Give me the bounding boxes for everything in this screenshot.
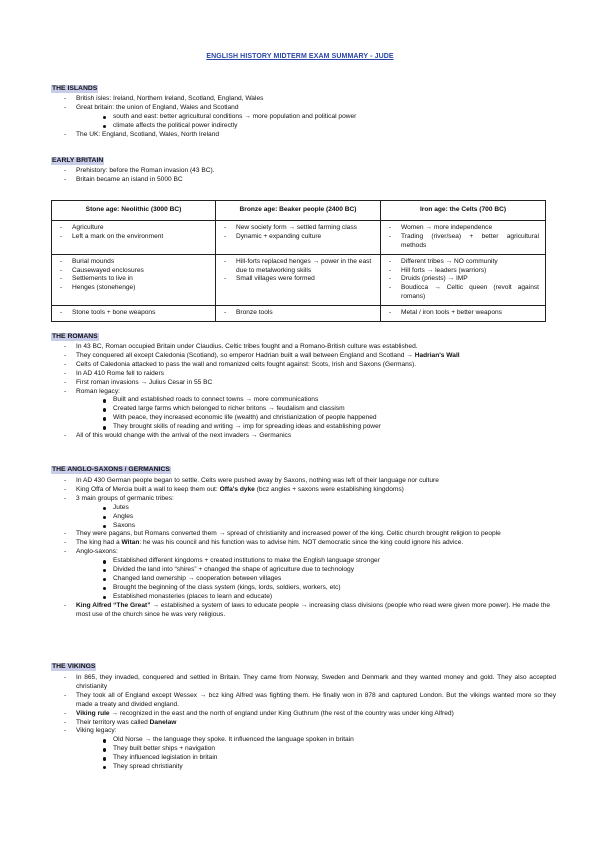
cell-item: - Trading (river/sea) + better agricultural methods (385, 233, 539, 251)
sub-list-item: With peace, they increased economic life (wealth) and christianization of people happened (76, 414, 556, 423)
list-item: - In 43 BC, Roman occupied Britain under Claudius. Celtic tribes fought and a Romano-British culture was established. (64, 343, 556, 352)
table-header-row (52, 201, 546, 221)
sub-list-item: They influenced legislation in britain (76, 754, 556, 763)
header-stone-age: Stone age: Neolithic (3000 BC) (52, 201, 216, 221)
sub-list (76, 504, 556, 531)
cell-item: - Metal / iron tools + better weapons (385, 309, 539, 318)
sub-list-item: Created large farms which belonged to richer britons → feudalism and classism (76, 405, 556, 414)
list-item: - Viking legacy: Old Norse → the language they spoke. It influenced the language spoken in britain They built better ships + navigation They influenced legislation in britain They spread christianity (64, 727, 556, 772)
list-item: - In 865, they invaded, conquered and settled in Britain. They came from Norway, Sweden and Denmark and they wanted money and gold. They also accepted christianity (64, 674, 556, 692)
list-item: - In AD 410 Rome fell to raiders (64, 370, 556, 379)
list-item: - Great britain: the union of England, Wales and Scotland south and east: better agricultural conditions → more population and political power climate affects the political power indirectly (64, 104, 556, 131)
sub-list-item: Angles (76, 513, 556, 522)
list-item: - Their territory was called Danelaw (64, 719, 556, 728)
cell-item: - Causewayed enclosures (56, 267, 209, 276)
table-cell (381, 254, 546, 306)
list-item: - Britain became an island in 5000 BC (64, 176, 556, 185)
cell-item: - Agriculture (56, 224, 209, 233)
sub-list-item: Established monasteries (places to learn and educate) (76, 593, 556, 602)
sub-list-item: climate affects the political power indirectly (76, 122, 556, 131)
list-item: - Anglo-saxons: Established different kingdoms + created institutions to make the English language stronger Divided the land into “shires” + changed the shape of agriculture due to technology Changed land ownership → cooperation between villages Brought the beginning of the class system (kings, lords, soldiers, workers, etc) Established monasteries (places to learn and educate) (64, 548, 556, 601)
cell-item: - Small villages were formed (220, 275, 374, 284)
sub-list-item: Saxons (76, 522, 556, 531)
table-cell (381, 220, 546, 254)
list-item: - The UK: England, Scotland, Wales, North Ireland (64, 131, 556, 140)
table-row (52, 306, 546, 322)
list-item: - In AD 430 German people began to settle. Celts were pushed away by Saxons, nothing was left of their language nor culture (64, 477, 556, 486)
sub-list (76, 557, 556, 602)
list-item: - Celts of Caledonia attacked to pass the wall and romanized celts fought against: Scots, Irish and Saxons (Germans). (64, 361, 556, 370)
cell-item: - Settlements to live in (56, 275, 209, 284)
sub-list-item: They brought skills of reading and writing → imp for spreading ideas and establishing power (76, 423, 556, 432)
table-cell (216, 306, 381, 322)
heading-anglo-saxons: THE ANGLO-SAXONS / GERMANICS (52, 466, 170, 473)
list-item: - Prehistory: before the Roman invasion (43 BC). (64, 167, 556, 176)
list-item: - The king had a Witan: he was his council and his function was to advise him. NOT democratic since the king could ignore his advice. (64, 539, 556, 548)
ages-table (51, 200, 546, 322)
cell-item: - Hill forts → leaders (warriors) (385, 267, 539, 276)
cell-item: - Left a mark on the environment (56, 233, 209, 242)
sub-list-item: Established different kingdoms + created institutions to make the English language stronger (76, 557, 556, 566)
list-item: - They took all of England except Wessex → bcz king Alfred was fighting them. He finally won in 878 and captured London. But the vikings wanted more so they made a treaty and divided england. (64, 692, 556, 710)
vikings-list (64, 674, 556, 772)
sub-list (76, 113, 556, 131)
sub-list-item: Jutes (76, 504, 556, 513)
table-row (52, 220, 546, 254)
islands-list (64, 95, 556, 140)
list-item: - Viking rule → recognized in the east and the north of england under King Guthrum (the rest of the country was under king Alfred) (64, 710, 556, 719)
header-bronze-age: Bronze age: Beaker people (2400 BC) (216, 201, 381, 221)
list-item: - They conquered all except Caledonia (Scotland), so emperor Hadrian built a wall between England and Scotland → Hadrian's Wall (64, 352, 556, 361)
sub-list-item: Built and established roads to connect towns → more communications (76, 396, 556, 405)
header-iron-age: Iron age: the Celts (700 BC) (381, 201, 546, 221)
sub-list (76, 736, 556, 772)
cell-item: - Druids (priests) → IMP (385, 275, 539, 284)
list-item: - King Offa of Mercia built a wall to keep them out: Offa's dyke (bcz angles + saxons were establishing kingdoms) (64, 486, 556, 495)
cell-item: - Burial mounds (56, 258, 209, 267)
heading-early-britain: EARLY BRITAIN (52, 157, 104, 164)
list-item: - First roman invasions → Julius Cesar in 55 BC (64, 379, 556, 388)
sub-list-item: Old Norse → the language they spoke. It influenced the language spoken in britain (76, 736, 556, 745)
table-row (52, 254, 546, 306)
heading-vikings: THE VIKINGS (52, 663, 96, 670)
cell-item: - Dynamic + expanding culture (220, 233, 374, 242)
table-cell (52, 306, 216, 322)
cell-item: - New society form → settled farming class (220, 224, 374, 233)
table-cell (381, 306, 546, 322)
sub-list-item: Changed land ownership → cooperation between villages (76, 575, 556, 584)
sub-list-item: They spread christianity (76, 763, 556, 772)
cell-item: - Stone tools + bone weapons (56, 309, 209, 318)
cell-item: - Different tribes → NO community (385, 258, 539, 267)
heading-romans: THE ROMANS (52, 333, 98, 340)
list-item: - British isles: Ireland, Northern Ireland, Scotland, England, Wales (64, 95, 556, 104)
cell-item: - Women → more independence (385, 224, 539, 233)
table-cell (52, 220, 216, 254)
cell-item: - Henges (stonehenge) (56, 284, 209, 293)
sub-list-item: Brought the beginning of the class system (kings, lords, soldiers, workers, etc) (76, 584, 556, 593)
early-britain-list (64, 167, 556, 185)
sub-list-item: Divided the land into “shires” + changed the shape of agriculture due to technology (76, 566, 556, 575)
anglo-saxons-list (64, 477, 556, 620)
sub-list-item: south and east: better agricultural conditions → more population and political power (76, 113, 556, 122)
list-item: - Roman legacy: Built and established roads to connect towns → more communications Created large farms which belonged to richer britons → feudalism and classism With peace, they increased economic life (wealth) and christianization of people happened They brought skills of reading and writing → imp for spreading ideas and establishing power (64, 388, 556, 433)
sub-list (76, 396, 556, 432)
document-title: ENGLISH HISTORY MIDTERM EXAM SUMMARY - JUDE (206, 53, 394, 60)
cell-item: - Bronze tools (220, 309, 374, 318)
cell-item: - Boudicca → Celtic queen (revolt against romans) (385, 284, 539, 302)
list-item: - They were pagans, but Romans converted them → spread of christianity and increased power of the king. Celtic church brought religion to people (64, 530, 556, 539)
list-item: - 3 main groups of germanic tribes: Jutes Angles Saxons (64, 495, 556, 531)
table-cell (216, 254, 381, 306)
sub-list-item: They built better ships + navigation (76, 745, 556, 754)
list-item: - All of this would change with the arrival of the next invaders → Germanics (64, 432, 556, 441)
cell-item: - Hill-forts replaced henges → power in the east due to metalworking skills (220, 258, 374, 276)
heading-islands: THE ISLANDS (52, 85, 98, 92)
list-item: - King Alfred “The Great” → established a system of laws to educate people → increasing class divisions (people who read were given more power). He made the most use of the church since he was very religious. (64, 602, 556, 620)
table-cell (216, 220, 381, 254)
table-cell (52, 254, 216, 306)
romans-list (64, 343, 556, 441)
